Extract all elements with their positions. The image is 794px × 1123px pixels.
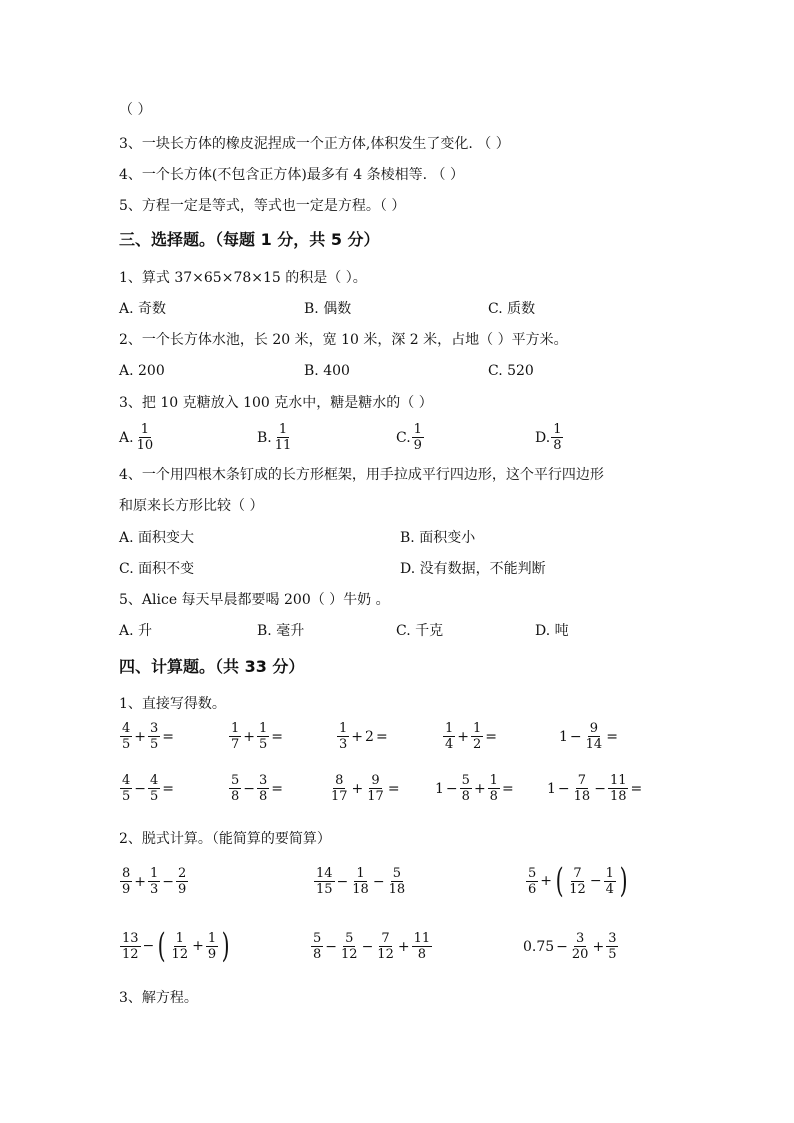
option-a: A. 200 [119, 363, 165, 379]
option-d: D. 吨 [535, 623, 569, 639]
option-c: C. 千克 [396, 623, 444, 639]
option-a: A. 奇数 [119, 301, 167, 317]
mc-question-3: 3、把 10 克糖放入 100 克水中，糖是糖水的（ ） [119, 395, 433, 411]
option-b: B. 偶数 [304, 301, 352, 317]
option-b: B. 400 [304, 363, 350, 379]
calc-question-2: 2、脱式计算。（能简算的要简算） [119, 831, 331, 847]
tf-question-5: 5、方程一定是等式，等式也一定是方程。（ ） [119, 198, 406, 214]
expression: $\frac{5}{6}$ + ( $\frac{7}{12}$ − $\frac{1}{4}$ ) [528, 861, 628, 901]
option-b: B. 面积变小 [400, 530, 476, 546]
expression: 1 − $\frac{5}{8}$ + $\frac{1}{8}$ = [435, 773, 514, 804]
expression: $\frac{1}{3}$ + 2 = [339, 721, 388, 752]
expression: $\frac{1}{4}$ + $\frac{1}{2}$ = [445, 721, 498, 752]
option-c: C. 质数 [488, 301, 536, 317]
option-c: C. 面积不变 [119, 561, 195, 577]
expression: $\frac{4}{5}$ + $\frac{3}{5}$ = [122, 721, 175, 752]
option-c: C. $\frac{1}{9}$ [396, 422, 422, 453]
option-a: A. $\frac{1}{10}$ [119, 422, 154, 453]
option-a: A. 面积变大 [119, 530, 195, 546]
expression: 0.75 − $\frac{3}{20}$ + $\frac{3}{5}$ [523, 931, 617, 962]
expression: 1 − $\frac{9}{14}$ = [559, 721, 618, 752]
section-4-heading: 四、计算题。（共 33 分） [119, 657, 305, 676]
tf-question-3: 3、一块长方体的橡皮泥捏成一个正方体,体积发生了变化. （ ） [119, 136, 510, 152]
mc-question-4-line-1: 4、一个用四根木条钉成的长方形框架，用手拉成平行四边形，这个平行四边形 [119, 467, 604, 483]
tf-question-4: 4、一个长方体(不包含正方体)最多有 4 条棱相等. （ ） [119, 167, 464, 183]
expression: $\frac{14}{15}$ − $\frac{1}{18}$ − $\frac{5}{18}$ [316, 866, 406, 897]
expression: 1 − $\frac{7}{18}$ − $\frac{11}{18}$ = [547, 773, 643, 804]
option-a: A. 升 [119, 623, 153, 639]
expression: $\frac{5}{8}$ − $\frac{3}{8}$ = [231, 773, 284, 804]
expression: $\frac{8}{9}$ + $\frac{1}{3}$ − $\frac{2}{9}$ [122, 866, 187, 897]
expression: $\frac{8}{17}$ + $\frac{9}{17}$ = [331, 773, 400, 804]
option-b: B. 毫升 [257, 623, 305, 639]
expression: $\frac{4}{5}$ − $\frac{4}{5}$ = [122, 773, 175, 804]
blank-answer: （ ） [119, 102, 152, 118]
calc-question-1: 1、直接写得数。 [119, 696, 226, 712]
option-d: D. 没有数据，不能判断 [400, 561, 546, 577]
mc-question-1: 1、算式 37×65×78×15 的积是（ ）。 [119, 270, 367, 286]
mc-question-5: 5、Alice 每天早晨都要喝 200（ ）牛奶 。 [119, 592, 390, 608]
calc-question-3: 3、解方程。 [119, 990, 198, 1006]
section-3-heading: 三、选择题。（每题 1 分，共 5 分） [119, 230, 380, 249]
mc-question-4-line-2: 和原来长方形比较（ ） [119, 498, 264, 514]
mc-question-2: 2、一个长方体水池，长 20 米，宽 10 米，深 2 米，占地（ ）平方米。 [119, 332, 568, 348]
expression: $\frac{5}{8}$ − $\frac{5}{12}$ − $\frac{7}{12}$ + $\frac{11}{8}$ [313, 931, 431, 962]
expression: $\frac{13}{12}$ − ( $\frac{1}{12}$ + $\frac{1}{9}$ ) [122, 926, 230, 966]
expression: $\frac{1}{7}$ + $\frac{1}{5}$ = [231, 721, 284, 752]
option-b: B. $\frac{1}{11}$ [257, 422, 292, 453]
option-d: D. $\frac{1}{8}$ [535, 422, 562, 453]
option-c: C. 520 [488, 363, 534, 379]
